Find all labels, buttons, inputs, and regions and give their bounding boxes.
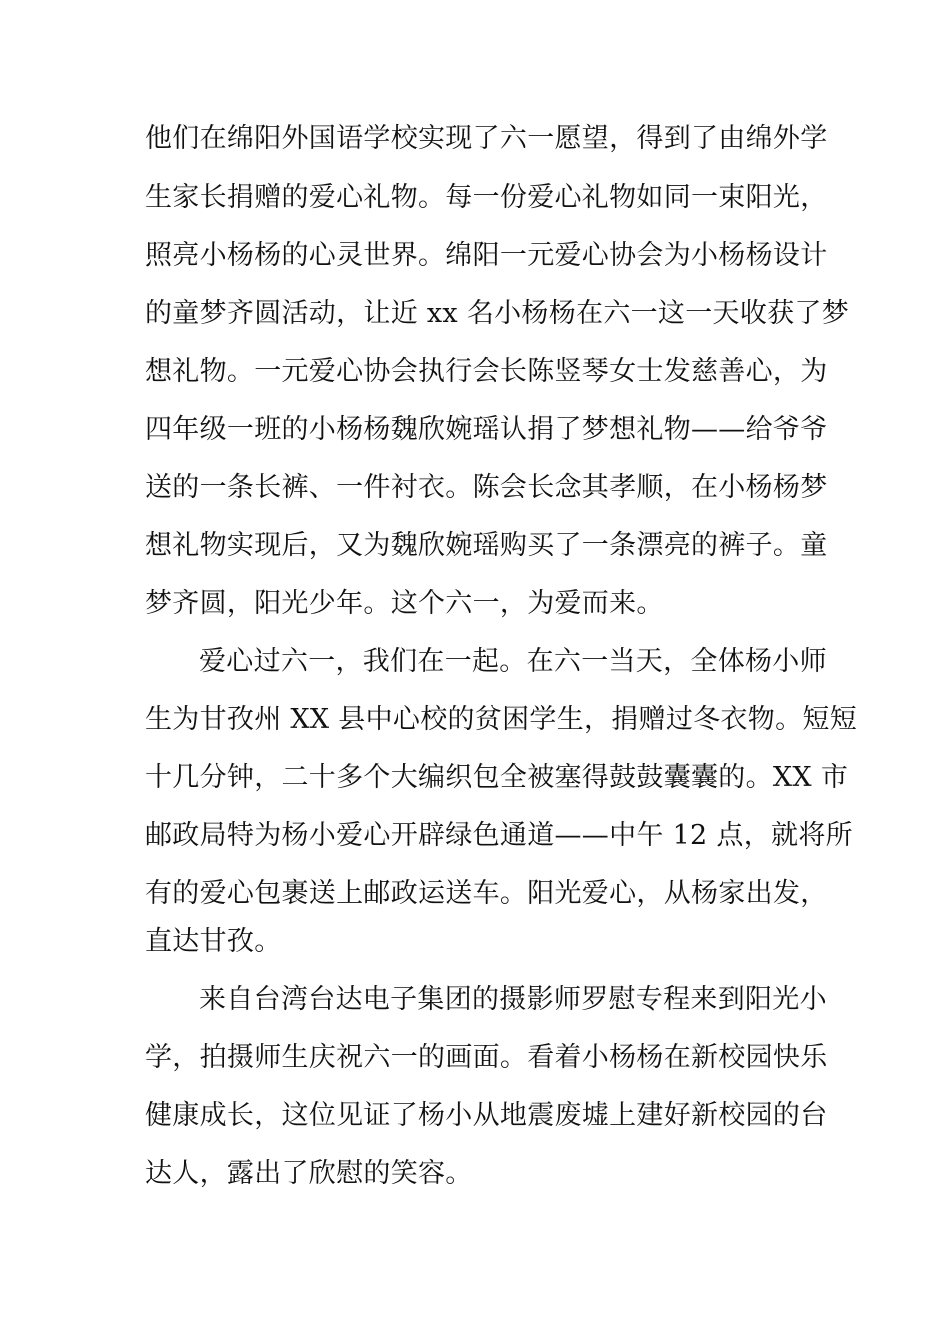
paragraph-2-line: 十几分钟，二十多个大编织包全被塞得鼓鼓囊囊的。XX 市 bbox=[145, 762, 849, 793]
paragraph-1-line: 四年级一班的小杨杨魏欣婉瑶认捐了梦想礼物——给爷爷 bbox=[145, 414, 828, 445]
paragraph-3-line: 来自台湾台达电子集团的摄影师罗慰专程来到阳光小 bbox=[199, 984, 827, 1015]
paragraph-1-line: 送的一条长裤、一件衬衣。陈会长念其孝顺，在小杨杨梦 bbox=[145, 472, 828, 503]
paragraph-2-line: 邮政局特为杨小爱心开辟绿色通道——中午 12 点，就将所 bbox=[145, 820, 853, 851]
paragraph-1-line: 的童梦齐圆活动，让近 xx 名小杨杨在六一这一天收获了梦 bbox=[145, 298, 850, 329]
paragraph-2-line: 生为甘孜州 XX 县中心校的贫困学生，捐赠过冬衣物。短短 bbox=[145, 704, 858, 735]
paragraph-2-line: 直达甘孜。 bbox=[145, 926, 282, 957]
paragraph-3-line: 健康成长，这位见证了杨小从地震废墟上建好新校园的台 bbox=[145, 1100, 828, 1131]
paragraph-1-line: 生家长捐赠的爱心礼物。每一份爱心礼物如同一束阳光， bbox=[145, 182, 828, 213]
paragraph-1-line: 想礼物。一元爱心协会执行会长陈竖琴女士发慈善心，为 bbox=[145, 356, 828, 387]
paragraph-3-line: 达人，露出了欣慰的笑容。 bbox=[145, 1158, 473, 1189]
paragraph-1-line: 梦齐圆，阳光少年。这个六一，为爱而来。 bbox=[145, 588, 664, 619]
paragraph-1-line: 他们在绵阳外国语学校实现了六一愿望，得到了由绵外学 bbox=[145, 123, 828, 154]
paragraph-1-line: 想礼物实现后，又为魏欣婉瑶购买了一条漂亮的裤子。童 bbox=[145, 530, 828, 561]
paragraph-2-line: 爱心过六一，我们在一起。在六一当天，全体杨小师 bbox=[199, 646, 827, 677]
paragraph-1-line: 照亮小杨杨的心灵世界。绵阳一元爱心协会为小杨杨设计 bbox=[145, 240, 828, 271]
paragraph-2-line: 有的爱心包裹送上邮政运送车。阳光爱心，从杨家出发， bbox=[145, 878, 828, 909]
paragraph-3-line: 学，拍摄师生庆祝六一的画面。看着小杨杨在新校园快乐 bbox=[145, 1042, 828, 1073]
